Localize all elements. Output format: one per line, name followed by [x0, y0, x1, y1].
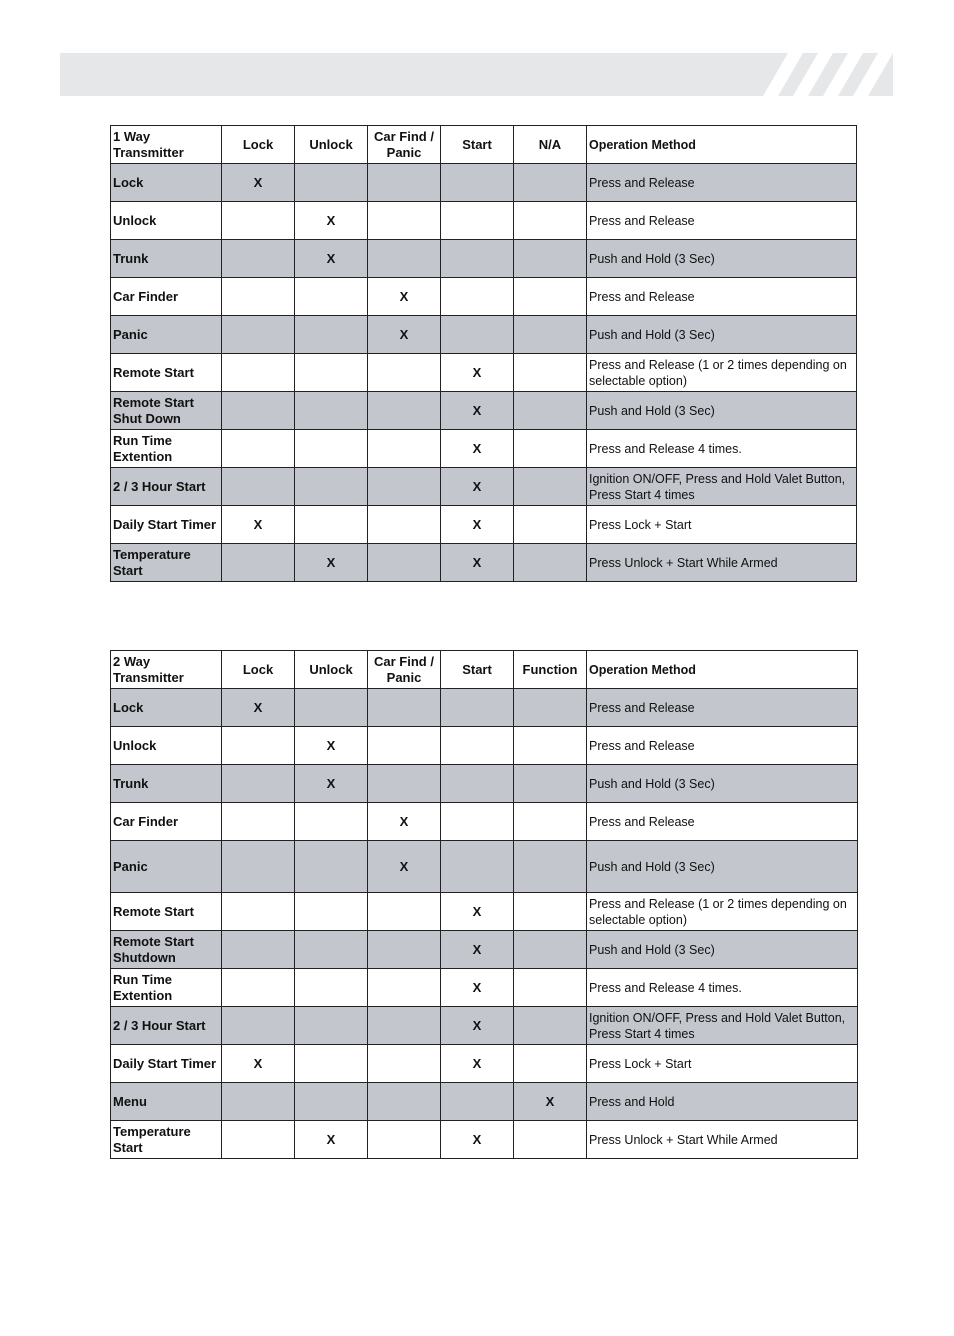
mark-cell: [295, 841, 368, 893]
mark-cell: [222, 202, 295, 240]
operation-method-cell: Press Lock + Start: [587, 1045, 858, 1083]
mark-cell: X: [441, 468, 514, 506]
one-way-transmitter-table: [110, 125, 857, 582]
mark-cell: [222, 841, 295, 893]
column-header: 1 Way Transmitter: [111, 126, 222, 164]
row-label: Menu: [111, 1083, 222, 1121]
mark-cell: X: [441, 1045, 514, 1083]
mark-cell: X: [368, 278, 441, 316]
mark-cell: [295, 354, 368, 392]
operation-method-cell: Ignition ON/OFF, Press and Hold Valet Button, Press Start 4 times: [587, 468, 857, 506]
table-row: [111, 1045, 858, 1083]
table-row: [111, 202, 857, 240]
mark-cell: X: [222, 164, 295, 202]
row-label: Daily Start Timer: [111, 1045, 222, 1083]
table-row: [111, 544, 857, 582]
mark-cell: [441, 164, 514, 202]
row-label: Remote Start: [111, 893, 222, 931]
mark-cell: [368, 468, 441, 506]
operation-method-cell: Press and Release: [587, 202, 857, 240]
mark-cell: [222, 240, 295, 278]
table-row: [111, 689, 858, 727]
mark-cell: [514, 689, 587, 727]
column-header: Lock: [222, 651, 295, 689]
mark-cell: [368, 1121, 441, 1159]
mark-cell: X: [441, 506, 514, 544]
column-header: Car Find / Panic: [368, 126, 441, 164]
row-label: Panic: [111, 316, 222, 354]
mark-cell: [514, 1007, 587, 1045]
mark-cell: [368, 506, 441, 544]
operation-method-cell: Press and Release: [587, 164, 857, 202]
table-row: [111, 1083, 858, 1121]
column-header: Operation Method: [587, 126, 857, 164]
table-row: [111, 765, 858, 803]
mark-cell: [368, 1083, 441, 1121]
mark-cell: [368, 354, 441, 392]
mark-cell: [222, 1007, 295, 1045]
row-label: Trunk: [111, 240, 222, 278]
mark-cell: X: [368, 316, 441, 354]
mark-cell: [295, 689, 368, 727]
mark-cell: [441, 240, 514, 278]
mark-cell: X: [295, 765, 368, 803]
mark-cell: [441, 689, 514, 727]
mark-cell: X: [368, 841, 441, 893]
mark-cell: [441, 202, 514, 240]
table-row: [111, 969, 858, 1007]
operation-method-cell: Push and Hold (3 Sec): [587, 931, 858, 969]
mark-cell: [295, 1007, 368, 1045]
mark-cell: X: [222, 1045, 295, 1083]
row-label: 2 / 3 Hour Start: [111, 468, 222, 506]
column-header: 2 Way Transmitter: [111, 651, 222, 689]
table-row: [111, 430, 857, 468]
table-row: [111, 316, 857, 354]
operation-method-cell: Press and Release 4 times.: [587, 430, 857, 468]
table-row: [111, 1007, 858, 1045]
column-header: Function: [514, 651, 587, 689]
mark-cell: [368, 931, 441, 969]
operation-method-cell: Press and Release: [587, 278, 857, 316]
table-header-row: [111, 651, 858, 689]
mark-cell: X: [295, 544, 368, 582]
mark-cell: [368, 969, 441, 1007]
mark-cell: [368, 1007, 441, 1045]
mark-cell: X: [222, 506, 295, 544]
mark-cell: [222, 1121, 295, 1159]
row-label: Temperature Start: [111, 1121, 222, 1159]
operation-method-cell: Press and Release: [587, 727, 858, 765]
operation-method-cell: Push and Hold (3 Sec): [587, 841, 858, 893]
table-row: [111, 164, 857, 202]
operation-method-cell: Ignition ON/OFF, Press and Hold Valet Button, Press Start 4 times: [587, 1007, 858, 1045]
row-label: Unlock: [111, 202, 222, 240]
row-label: Trunk: [111, 765, 222, 803]
mark-cell: X: [295, 727, 368, 765]
mark-cell: [514, 316, 587, 354]
header-band: [60, 53, 893, 96]
table-row: [111, 727, 858, 765]
row-label: Remote Start: [111, 354, 222, 392]
table-row: [111, 506, 857, 544]
mark-cell: [368, 430, 441, 468]
table-row: [111, 803, 858, 841]
row-label: Daily Start Timer: [111, 506, 222, 544]
table-header-row: [111, 126, 857, 164]
table-row: [111, 1121, 858, 1159]
operation-method-cell: Press and Release (1 or 2 times depending on selectable option): [587, 354, 857, 392]
mark-cell: X: [295, 202, 368, 240]
mark-cell: [295, 316, 368, 354]
mark-cell: [295, 1045, 368, 1083]
operation-method-cell: Press Unlock + Start While Armed: [587, 544, 857, 582]
mark-cell: [222, 893, 295, 931]
mark-cell: [295, 803, 368, 841]
mark-cell: [514, 841, 587, 893]
mark-cell: [222, 544, 295, 582]
mark-cell: X: [441, 1121, 514, 1159]
mark-cell: X: [295, 240, 368, 278]
mark-cell: [514, 506, 587, 544]
mark-cell: X: [441, 354, 514, 392]
row-label: Remote Start Shut Down: [111, 392, 222, 430]
row-label: Run Time Extention: [111, 430, 222, 468]
operation-method-cell: Press Lock + Start: [587, 506, 857, 544]
mark-cell: X: [441, 392, 514, 430]
mark-cell: [368, 893, 441, 931]
mark-cell: [514, 430, 587, 468]
operation-method-cell: Press and Hold: [587, 1083, 858, 1121]
mark-cell: X: [222, 689, 295, 727]
mark-cell: [368, 240, 441, 278]
column-header: Lock: [222, 126, 295, 164]
mark-cell: [514, 240, 587, 278]
mark-cell: [441, 765, 514, 803]
column-header: Start: [441, 126, 514, 164]
mark-cell: [514, 354, 587, 392]
row-label: Lock: [111, 164, 222, 202]
column-header: Unlock: [295, 126, 368, 164]
mark-cell: [514, 164, 587, 202]
row-label: Panic: [111, 841, 222, 893]
mark-cell: [222, 803, 295, 841]
mark-cell: [295, 893, 368, 931]
column-header: Unlock: [295, 651, 368, 689]
mark-cell: [368, 202, 441, 240]
two-way-transmitter-table: [110, 650, 858, 1159]
header-stripes-decoration: [763, 53, 893, 96]
mark-cell: [368, 544, 441, 582]
mark-cell: [368, 765, 441, 803]
column-header: Car Find / Panic: [368, 651, 441, 689]
mark-cell: [295, 468, 368, 506]
mark-cell: [514, 803, 587, 841]
mark-cell: [222, 278, 295, 316]
mark-cell: [514, 727, 587, 765]
mark-cell: [222, 430, 295, 468]
mark-cell: [295, 931, 368, 969]
column-header: Operation Method: [587, 651, 858, 689]
mark-cell: [514, 969, 587, 1007]
mark-cell: [295, 392, 368, 430]
row-label: Car Finder: [111, 278, 222, 316]
table-row: [111, 931, 858, 969]
table-row: [111, 392, 857, 430]
operation-method-cell: Press and Release (1 or 2 times depending on selectable option): [587, 893, 858, 931]
operation-method-cell: Push and Hold (3 Sec): [587, 240, 857, 278]
mark-cell: [441, 803, 514, 841]
mark-cell: [441, 1083, 514, 1121]
mark-cell: X: [295, 1121, 368, 1159]
column-header: Start: [441, 651, 514, 689]
mark-cell: X: [368, 803, 441, 841]
mark-cell: [514, 931, 587, 969]
row-label: Unlock: [111, 727, 222, 765]
mark-cell: [441, 278, 514, 316]
row-label: Lock: [111, 689, 222, 727]
operation-method-cell: Push and Hold (3 Sec): [587, 392, 857, 430]
operation-method-cell: Press Unlock + Start While Armed: [587, 1121, 858, 1159]
mark-cell: [222, 931, 295, 969]
mark-cell: X: [441, 544, 514, 582]
operation-method-cell: Press and Release 4 times.: [587, 969, 858, 1007]
two-way-table-body: [111, 651, 858, 1159]
table-row: [111, 841, 858, 893]
table-row: [111, 354, 857, 392]
row-label: Remote Start Shutdown: [111, 931, 222, 969]
mark-cell: [368, 727, 441, 765]
mark-cell: [222, 969, 295, 1007]
mark-cell: [295, 969, 368, 1007]
mark-cell: [441, 727, 514, 765]
mark-cell: [368, 1045, 441, 1083]
column-header: N/A: [514, 126, 587, 164]
mark-cell: [368, 689, 441, 727]
mark-cell: [222, 1083, 295, 1121]
mark-cell: [295, 506, 368, 544]
table-row: [111, 893, 858, 931]
mark-cell: [295, 1083, 368, 1121]
mark-cell: [222, 354, 295, 392]
row-label: Temperature Start: [111, 544, 222, 582]
row-label: Run Time Extention: [111, 969, 222, 1007]
mark-cell: [514, 893, 587, 931]
mark-cell: X: [441, 931, 514, 969]
row-label: Car Finder: [111, 803, 222, 841]
mark-cell: X: [441, 969, 514, 1007]
mark-cell: [295, 278, 368, 316]
one-way-table-body: [111, 126, 857, 582]
mark-cell: [514, 1045, 587, 1083]
mark-cell: [514, 202, 587, 240]
mark-cell: [222, 468, 295, 506]
operation-method-cell: Press and Release: [587, 689, 858, 727]
mark-cell: [222, 727, 295, 765]
mark-cell: X: [441, 1007, 514, 1045]
table-row: [111, 240, 857, 278]
mark-cell: [295, 164, 368, 202]
mark-cell: [441, 316, 514, 354]
mark-cell: [222, 392, 295, 430]
mark-cell: [514, 765, 587, 803]
mark-cell: [295, 430, 368, 468]
operation-method-cell: Push and Hold (3 Sec): [587, 316, 857, 354]
mark-cell: [222, 316, 295, 354]
mark-cell: [514, 544, 587, 582]
mark-cell: [514, 1121, 587, 1159]
mark-cell: [441, 841, 514, 893]
mark-cell: [222, 765, 295, 803]
operation-method-cell: Push and Hold (3 Sec): [587, 765, 858, 803]
mark-cell: [368, 392, 441, 430]
mark-cell: [368, 164, 441, 202]
table-row: [111, 468, 857, 506]
row-label: 2 / 3 Hour Start: [111, 1007, 222, 1045]
mark-cell: [514, 392, 587, 430]
mark-cell: [514, 468, 587, 506]
mark-cell: [514, 278, 587, 316]
mark-cell: X: [441, 430, 514, 468]
mark-cell: X: [514, 1083, 587, 1121]
table-row: [111, 278, 857, 316]
mark-cell: X: [441, 893, 514, 931]
operation-method-cell: Press and Release: [587, 803, 858, 841]
